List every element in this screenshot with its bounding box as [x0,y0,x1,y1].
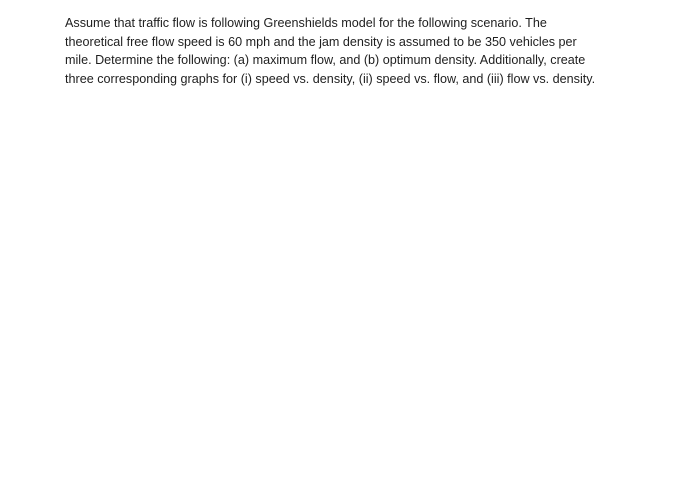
problem-line-4: three corresponding graphs for (i) speed vs. density, (ii) speed vs. flow, and (iii) flow vs. density. [65,71,596,86]
problem-line-3: mile. Determine the following: (a) maximum flow, and (b) optimum density. Additionally, create [65,53,586,67]
problem-statement [65,14,665,88]
problem-line-1: Assume that traffic flow is following Greenshields model for the following scenario. The [65,16,547,30]
problem-line-2: theoretical free flow speed is 60 mph and the jam density is assumed to be 350 vehicles per [65,34,577,49]
